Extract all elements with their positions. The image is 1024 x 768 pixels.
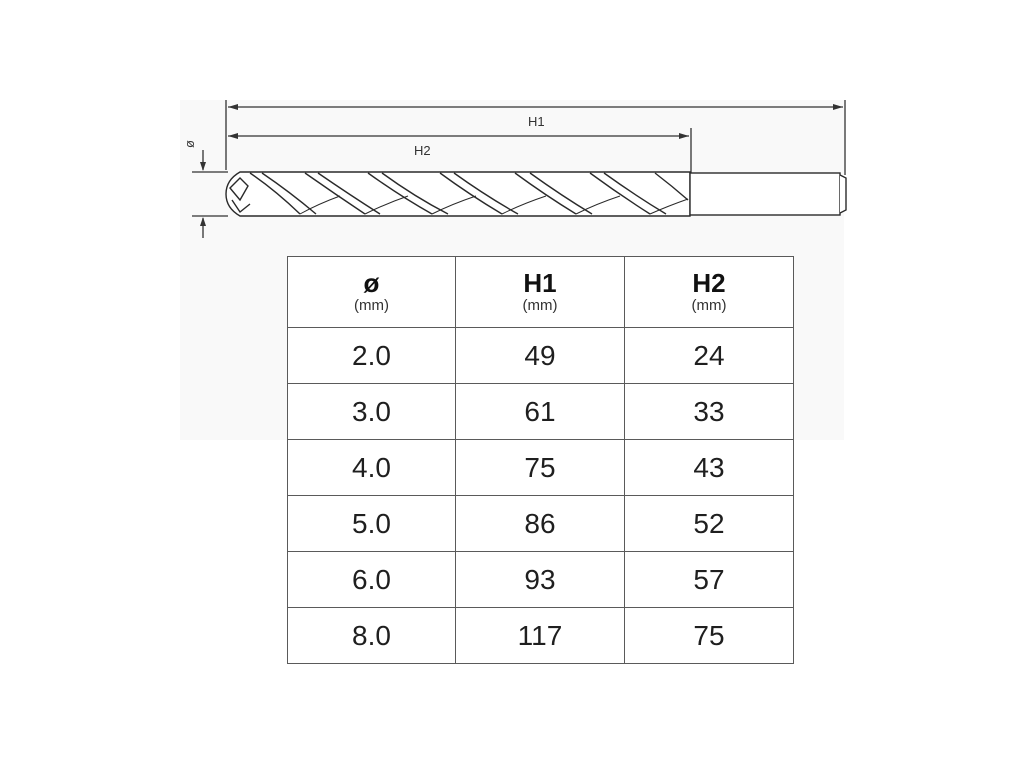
cell-h1: 117 xyxy=(456,608,625,664)
diameter-label: ø xyxy=(182,140,197,148)
drill-bit xyxy=(226,172,846,216)
cell-h2: 57 xyxy=(625,552,794,608)
table-header-row xyxy=(288,257,794,328)
cell-diameter: 6.0 xyxy=(288,552,456,608)
drill-bit-drawing xyxy=(0,0,1024,260)
header-h1-unit: (mm) xyxy=(522,297,558,314)
table-row xyxy=(288,552,794,608)
cell-h1: 61 xyxy=(456,384,625,440)
cell-diameter: 4.0 xyxy=(288,440,456,496)
header-diameter-unit: (mm) xyxy=(354,297,389,314)
header-h1 xyxy=(456,257,625,328)
table-row xyxy=(288,608,794,664)
header-h2 xyxy=(625,257,794,328)
cell-h2: 33 xyxy=(625,384,794,440)
h1-dimension-line xyxy=(226,100,845,175)
h2-dimension-line xyxy=(226,112,691,175)
cell-h1: 93 xyxy=(456,552,625,608)
cell-h1: 86 xyxy=(456,496,625,552)
table-row xyxy=(288,328,794,384)
cell-h1: 75 xyxy=(456,440,625,496)
header-h1-symbol: H1 xyxy=(523,268,557,298)
cell-diameter: 3.0 xyxy=(288,384,456,440)
cell-h2: 52 xyxy=(625,496,794,552)
header-h2-symbol: H2 xyxy=(692,268,726,298)
h2-label: H2 xyxy=(414,143,431,158)
diameter-dimension xyxy=(192,150,228,238)
table-row xyxy=(288,496,794,552)
cell-h2: 75 xyxy=(625,608,794,664)
table-row xyxy=(288,440,794,496)
header-diameter-symbol: ø xyxy=(363,268,380,298)
h1-label: H1 xyxy=(528,114,545,129)
header-diameter xyxy=(288,257,456,328)
cell-diameter: 8.0 xyxy=(288,608,456,664)
drill-size-table xyxy=(287,256,794,664)
cell-h2: 24 xyxy=(625,328,794,384)
cell-diameter: 5.0 xyxy=(288,496,456,552)
cell-diameter: 2.0 xyxy=(288,328,456,384)
table-row xyxy=(288,384,794,440)
cell-h1: 49 xyxy=(456,328,625,384)
cell-h2: 43 xyxy=(625,440,794,496)
header-h2-unit: (mm) xyxy=(691,297,727,314)
